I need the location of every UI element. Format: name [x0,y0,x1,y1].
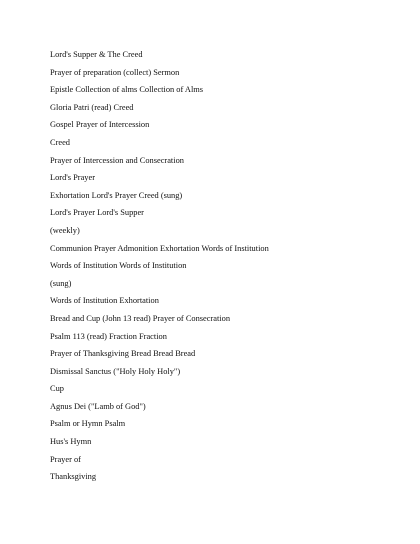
text-line: Lord's Supper & The Creed [50,50,143,59]
text-line: Agnus Dei ("Lamb of God") [50,401,146,411]
text-line: Bread and Cup (John 13 read) Prayer of Consecration [50,313,231,323]
text-line: Hus's Hymn [50,437,92,447]
text-line: Creed [50,137,70,147]
text-line: Cup [50,384,64,394]
text-line: Words of Institution Exhortation [50,296,159,306]
text-line: Communion Prayer Admonition Exhortation Words of Institution [50,243,269,253]
text-line: Exhortation Lord's Prayer Creed (sung) [50,190,183,200]
text-line: (weekly) [50,225,80,235]
text-line: Gospel Prayer of Intercession [50,120,150,130]
text-line: Psalm 113 (read) Fraction Fraction [50,331,167,341]
text-line: Epistle Collection of alms Collection of Alms [50,85,204,95]
text-line: Dismissal Sanctus ("Holy Holy Holy") [50,366,181,376]
text-line: Words of Institution Words of Institution [50,261,187,271]
text-line: Prayer of preparation (collect) Sermon [50,67,180,77]
text-line: (sung) [50,278,72,288]
text-line: Prayer of [50,454,81,464]
text-lines [50,46,269,486]
text-line: Gloria Patri (read) Creed [50,102,134,112]
text-line: Psalm or Hymn Psalm [50,419,126,429]
text-line: Lord's Prayer Lord's Supper [50,208,144,218]
text-line: Prayer of Intercession and Consecration [50,155,184,165]
text-line: Lord's Prayer [50,173,95,183]
text-line: Prayer of Thanksgiving Bread Bread Bread [50,349,196,359]
text-line: Thanksgiving [50,472,97,482]
